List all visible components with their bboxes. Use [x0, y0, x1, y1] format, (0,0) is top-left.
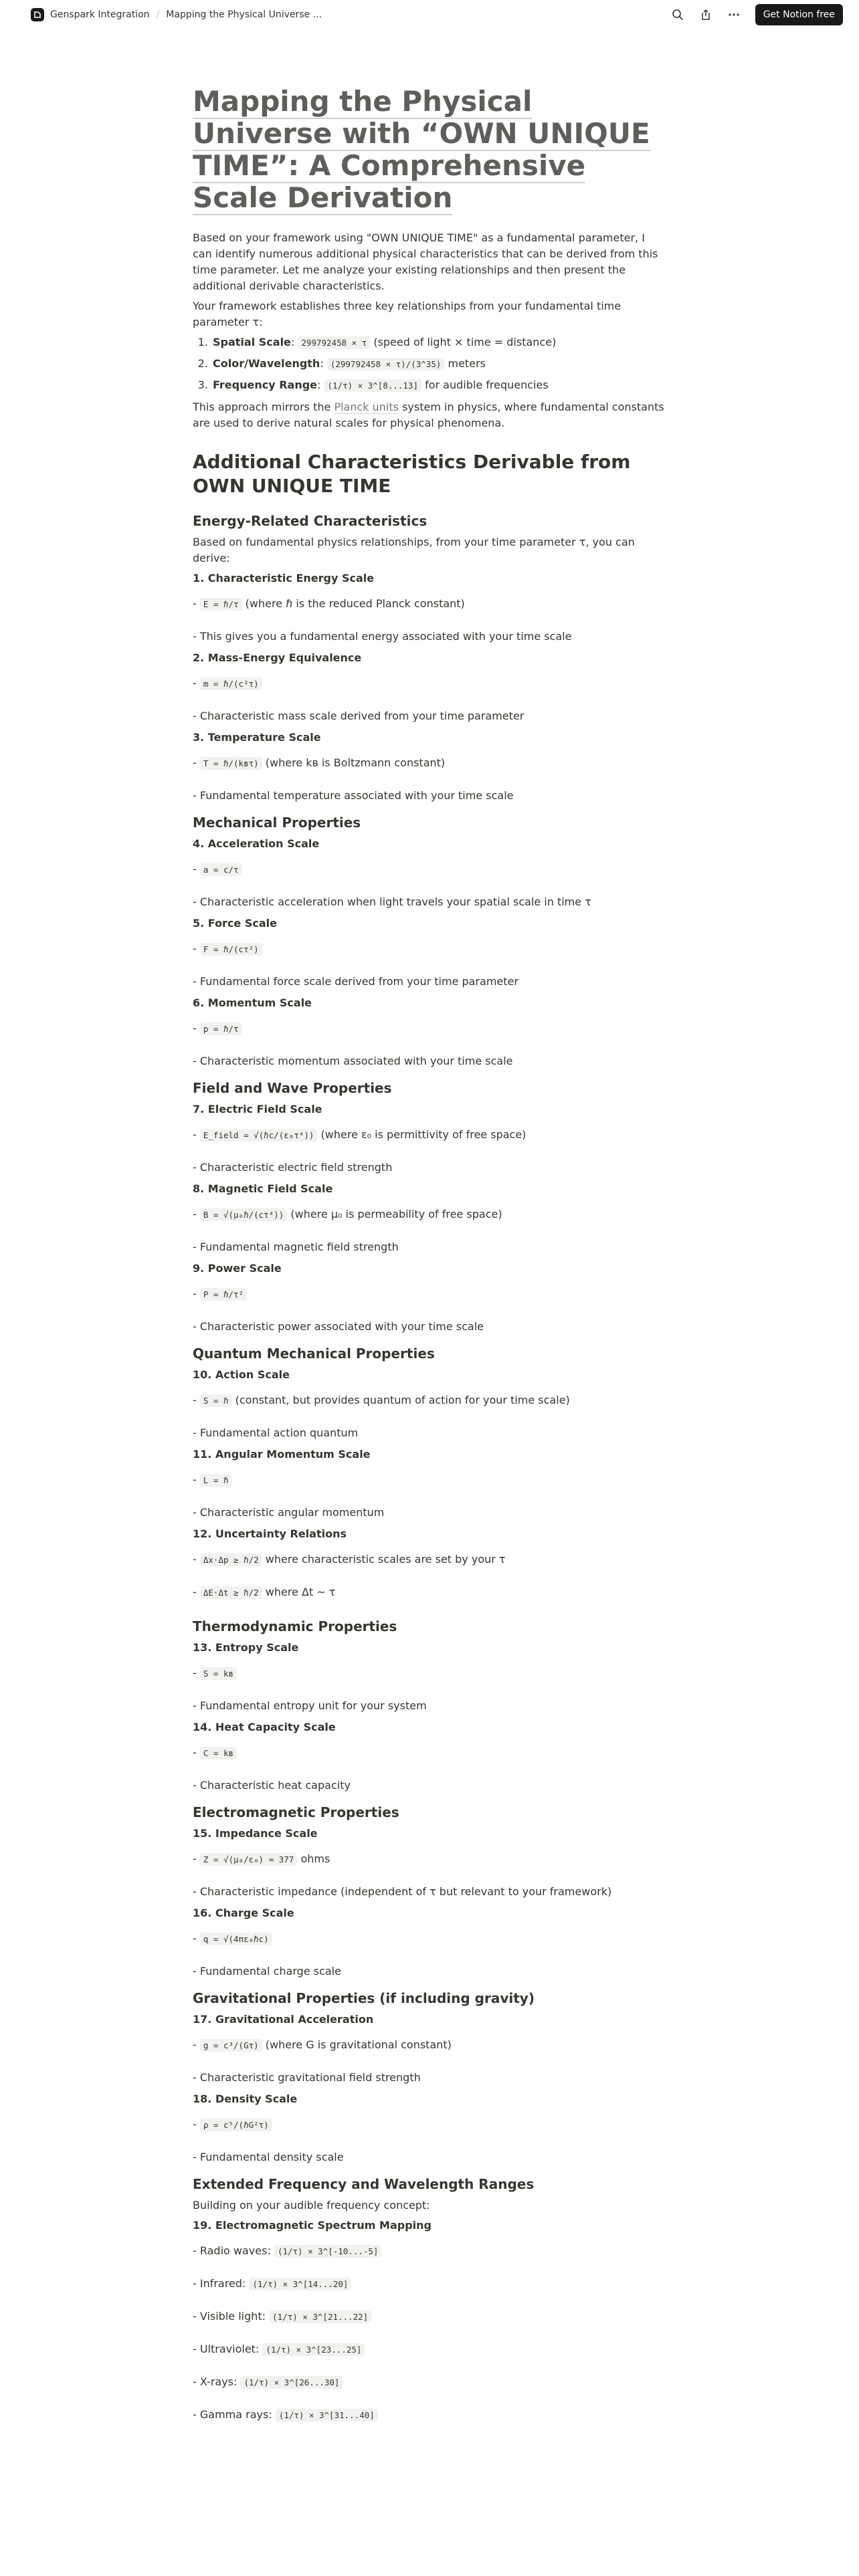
formula-note: where Δt ~ τ — [265, 1586, 336, 1598]
bullet-dash: - — [193, 677, 197, 689]
formula-note: (where kʙ is Boltzmann constant) — [265, 756, 446, 769]
inline-code: B = √(μ₀ℏ/(cτ⁴)) — [200, 1208, 287, 1221]
item-heading: 1. Characteristic Energy Scale — [193, 572, 375, 584]
key-label: Color/Wavelength — [213, 357, 320, 370]
subsection-intro: Based on fundamental physics relationships, from your time parameter τ, you can derive: — [193, 536, 635, 564]
characteristics-groups — [193, 512, 666, 2424]
item-heading: 4. Acceleration Scale — [193, 837, 320, 850]
bullet-dash: - — [193, 1394, 197, 1406]
formula-note: (where ℏ is the reduced Planck constant) — [245, 597, 465, 610]
bullet-dash: - — [193, 1022, 197, 1035]
inline-code: P = ℏ/τ² — [200, 1288, 247, 1301]
bullet-dash: - — [193, 1746, 197, 1759]
inline-code: m = ℏ/(c²τ) — [200, 677, 262, 690]
formula-note: (constant, but provides quantum of action for your time scale) — [235, 1394, 570, 1406]
subsection-heading: Quantum Mechanical Properties — [193, 1346, 435, 1362]
formula-label: - Infrared: — [193, 2277, 246, 2290]
formula-row — [193, 2037, 666, 2054]
item-description: - Fundamental force scale derived from your time parameter — [193, 975, 518, 988]
item-heading: 6. Momentum Scale — [193, 996, 312, 1009]
formula-row — [193, 2374, 666, 2391]
key-note: meters — [448, 357, 486, 370]
item-description: - Characteristic electric field strength — [193, 1161, 393, 1174]
inline-code: (1/τ) × 3^[8...13] — [324, 379, 421, 392]
breadcrumb — [31, 8, 668, 21]
formula-note: ohms — [300, 1852, 330, 1865]
bullet-dash: - — [193, 1553, 197, 1566]
item-heading: 18. Density Scale — [193, 2092, 298, 2105]
formula-label: - X-rays: — [193, 2375, 237, 2388]
share-icon[interactable] — [696, 5, 715, 24]
item-heading: 14. Heat Capacity Scale — [193, 1721, 336, 1733]
bullet-dash: - — [193, 1852, 197, 1865]
approach-paragraph — [193, 399, 666, 431]
item-description: - Fundamental density scale — [193, 2151, 344, 2163]
subsection-intro: Building on your audible frequency concept: — [193, 2199, 430, 2212]
list-item: 2. Color/Wavelength: (299792458 × τ)/(3^35) meters — [211, 356, 666, 372]
inline-code: S = ℏ — [200, 1394, 232, 1407]
formula-row — [193, 1745, 666, 1761]
formula-row — [193, 1206, 666, 1223]
inline-code: (1/τ) × 3^[23...25] — [262, 2343, 365, 2356]
item-heading: 5. Force Scale — [193, 917, 277, 930]
item-description: - Characteristic impedance (independent of τ but relevant to your framework) — [193, 1885, 612, 1898]
bullet-dash: - — [193, 942, 197, 955]
planck-units-link[interactable]: Planck units — [334, 401, 399, 413]
item-description: - Fundamental temperature associated with your time scale — [193, 789, 514, 802]
bullet-dash: - — [193, 756, 197, 769]
item-heading: 15. Impedance Scale — [193, 1827, 318, 1840]
item-description: - Characteristic angular momentum — [193, 1506, 385, 1519]
inline-code: ΔE·Δt ≥ ℏ/2 — [200, 1586, 262, 1599]
formula-row — [193, 2407, 666, 2424]
formula-row — [193, 2117, 666, 2133]
inline-code: p = ℏ/τ — [200, 1023, 242, 1035]
item-description: - Fundamental charge scale — [193, 1965, 341, 1977]
bullet-dash: - — [193, 1287, 197, 1300]
page-content — [193, 86, 666, 2440]
inline-code: (1/τ) × 3^[26...30] — [240, 2376, 343, 2389]
bullet-dash: - — [193, 1208, 197, 1220]
inline-code: g = c³/(Gτ) — [200, 2039, 262, 2052]
formula-label: - Visible light: — [193, 2310, 266, 2323]
subsection-heading: Extended Frequency and Wavelength Ranges — [193, 2176, 535, 2192]
item-description: - Fundamental magnetic field strength — [193, 1241, 399, 1253]
item-heading: 17. Gravitational Acceleration — [193, 2013, 374, 2026]
inline-code: (299792458 × τ)/(3^35) — [327, 358, 445, 370]
section-heading: Additional Characteristics Derivable from OWN UNIQUE TIME — [193, 451, 631, 497]
key-label: Spatial Scale — [213, 336, 291, 348]
formula-row — [193, 1392, 666, 1409]
bullet-dash: - — [193, 1932, 197, 1945]
item-description: - Characteristic power associated with your time scale — [193, 1320, 484, 1333]
subsection-heading: Field and Wave Properties — [193, 1080, 392, 1096]
framework-intro: Your framework establishes three key relationships from your fundamental time parameter τ: — [193, 300, 622, 328]
list-item: 1. Spatial Scale: 299792458 × τ (speed of light × time = distance) — [211, 334, 666, 351]
breadcrumb-page[interactable]: Mapping the Physical Universe ... — [166, 9, 322, 20]
text-run: system in physics, where fundamental constants are used to derive natural scales for physical phenomena. — [193, 401, 664, 429]
inline-code: a = c/τ — [200, 863, 242, 876]
intro-paragraph: Based on your framework using "OWN UNIQUE TIME" as a fundamental parameter, I can identify numerous additional physical characteristics that can be derived from this time parameter. Let me analyze your existing relationships and then present the additional derivable characteristics. — [193, 231, 658, 292]
list-item: 3. Frequency Range: (1/τ) × 3^[8...13] for audible frequencies — [211, 377, 666, 394]
inline-code: Z = √(μ₀/ε₀) ≈ 377 — [200, 1853, 297, 1866]
formula-row — [193, 1551, 666, 1568]
inline-code: L = ℏ — [200, 1474, 232, 1487]
item-heading: 9. Power Scale — [193, 1262, 282, 1275]
bullet-dash: - — [193, 1128, 197, 1141]
item-heading: 19. Electromagnetic Spectrum Mapping — [193, 2219, 432, 2232]
inline-code: T = ℏ/(kʙτ) — [200, 757, 262, 770]
formula-label: - Radio waves: — [193, 2244, 271, 2257]
key-note: (speed of light × time = distance) — [373, 336, 557, 348]
formula-row — [193, 1584, 666, 1601]
inline-code: F = ℏ/(cτ²) — [200, 943, 262, 956]
item-heading: 8. Magnetic Field Scale — [193, 1182, 333, 1195]
subsection-heading: Mechanical Properties — [193, 815, 361, 831]
formula-note: (where G is gravitational constant) — [265, 2038, 452, 2051]
item-description: - Characteristic momentum associated with your time scale — [193, 1055, 513, 1067]
formula-row — [193, 2276, 666, 2292]
inline-code: Δx·Δp ≥ ℏ/2 — [200, 1553, 262, 1566]
formula-row — [193, 2341, 666, 2358]
item-heading: 3. Temperature Scale — [193, 731, 321, 744]
formula-row — [193, 1127, 666, 1144]
item-description: - Characteristic gravitational field strength — [193, 2071, 421, 2084]
key-relationships-list — [211, 334, 666, 394]
formula-row — [193, 941, 666, 958]
inline-code: 299792458 × τ — [298, 336, 370, 349]
item-heading: 16. Charge Scale — [193, 1907, 294, 1919]
subsection-heading: Gravitational Properties (if including gravity) — [193, 1990, 535, 2006]
item-description: - Characteristic mass scale derived from your time parameter — [193, 710, 524, 722]
formula-row — [193, 596, 666, 613]
inline-code: C = kʙ — [200, 1747, 237, 1759]
formula-note: where characteristic scales are set by your τ — [265, 1553, 506, 1566]
formula-row — [193, 1286, 666, 1303]
inline-code: (1/τ) × 3^[-10...-5] — [274, 2245, 382, 2258]
bullet-dash: - — [193, 2038, 197, 2051]
formula-row — [193, 2309, 666, 2325]
formula-note: (where μ₀ is permeability of free space) — [290, 1208, 502, 1220]
bullet-dash: - — [193, 2118, 197, 2131]
formula-row — [193, 1472, 666, 1489]
inline-code: (1/τ) × 3^[31...40] — [276, 2409, 378, 2422]
formula-row — [193, 2243, 666, 2260]
formula-row — [193, 1665, 666, 1682]
top-bar — [0, 0, 859, 29]
bullet-dash: - — [193, 1667, 197, 1679]
formula-row — [193, 861, 666, 878]
inline-code: S = kʙ — [200, 1667, 237, 1680]
formula-row — [193, 1021, 666, 1037]
item-description: - Fundamental entropy unit for your system — [193, 1699, 427, 1712]
item-description: - Characteristic heat capacity — [193, 1779, 351, 1792]
subsection-heading: Electromagnetic Properties — [193, 1804, 399, 1820]
workspace-logo-icon[interactable] — [31, 8, 44, 21]
item-heading: 10. Action Scale — [193, 1368, 290, 1381]
more-icon[interactable] — [725, 5, 743, 24]
item-heading: 13. Entropy Scale — [193, 1641, 299, 1654]
formula-label: - Gamma rays: — [193, 2408, 272, 2421]
formula-note: (where ε₀ is permittivity of free space) — [320, 1128, 527, 1141]
item-heading: 11. Angular Momentum Scale — [193, 1448, 371, 1461]
formula-row — [193, 675, 666, 692]
item-heading: 12. Uncertainty Relations — [193, 1527, 347, 1540]
subsection-heading: Energy-Related Characteristics — [193, 513, 427, 529]
formula-row — [193, 1851, 666, 1868]
inline-code: q = √(4πε₀ℏc) — [200, 1933, 272, 1945]
subsection-heading: Thermodynamic Properties — [193, 1618, 397, 1634]
bullet-dash: - — [193, 597, 197, 610]
item-description: - This gives you a fundamental energy associated with your time scale — [193, 630, 572, 643]
inline-code: ρ = c⁵/(ℏG²τ) — [200, 2119, 272, 2131]
inline-code: (1/τ) × 3^[14...20] — [249, 2278, 351, 2290]
formula-row — [193, 755, 666, 772]
key-label: Frequency Range — [213, 379, 318, 391]
inline-code: E_field = √(ℏc/(ε₀τ⁴)) — [200, 1129, 318, 1142]
formula-row — [193, 1931, 666, 1947]
key-note: for audible frequencies — [425, 379, 549, 391]
text-run: This approach mirrors the — [193, 401, 331, 413]
item-description: - Fundamental action quantum — [193, 1426, 359, 1439]
page-title — [193, 86, 666, 214]
get-notion-free-button[interactable]: Get Notion free — [755, 4, 843, 25]
item-heading: 2. Mass-Energy Equivalence — [193, 651, 362, 664]
inline-code: E = ℏ/τ — [200, 598, 242, 611]
bullet-dash: - — [193, 1586, 197, 1598]
breadcrumb-separator: / — [156, 9, 160, 20]
inline-code: (1/τ) × 3^[21...22] — [269, 2311, 371, 2323]
page-title-text: Mapping the Physical Universe with “OWN UNIQUE TIME”: A Comprehensive Scale Derivation — [193, 85, 650, 214]
bullet-dash: - — [193, 863, 197, 875]
breadcrumb-workspace[interactable]: Genspark Integration — [50, 9, 150, 20]
item-description: - Characteristic acceleration when light travels your spatial scale in time τ — [193, 895, 591, 908]
bullet-dash: - — [193, 1473, 197, 1486]
item-heading: 7. Electric Field Scale — [193, 1103, 322, 1115]
search-icon[interactable] — [668, 5, 687, 24]
formula-label: - Ultraviolet: — [193, 2343, 260, 2355]
